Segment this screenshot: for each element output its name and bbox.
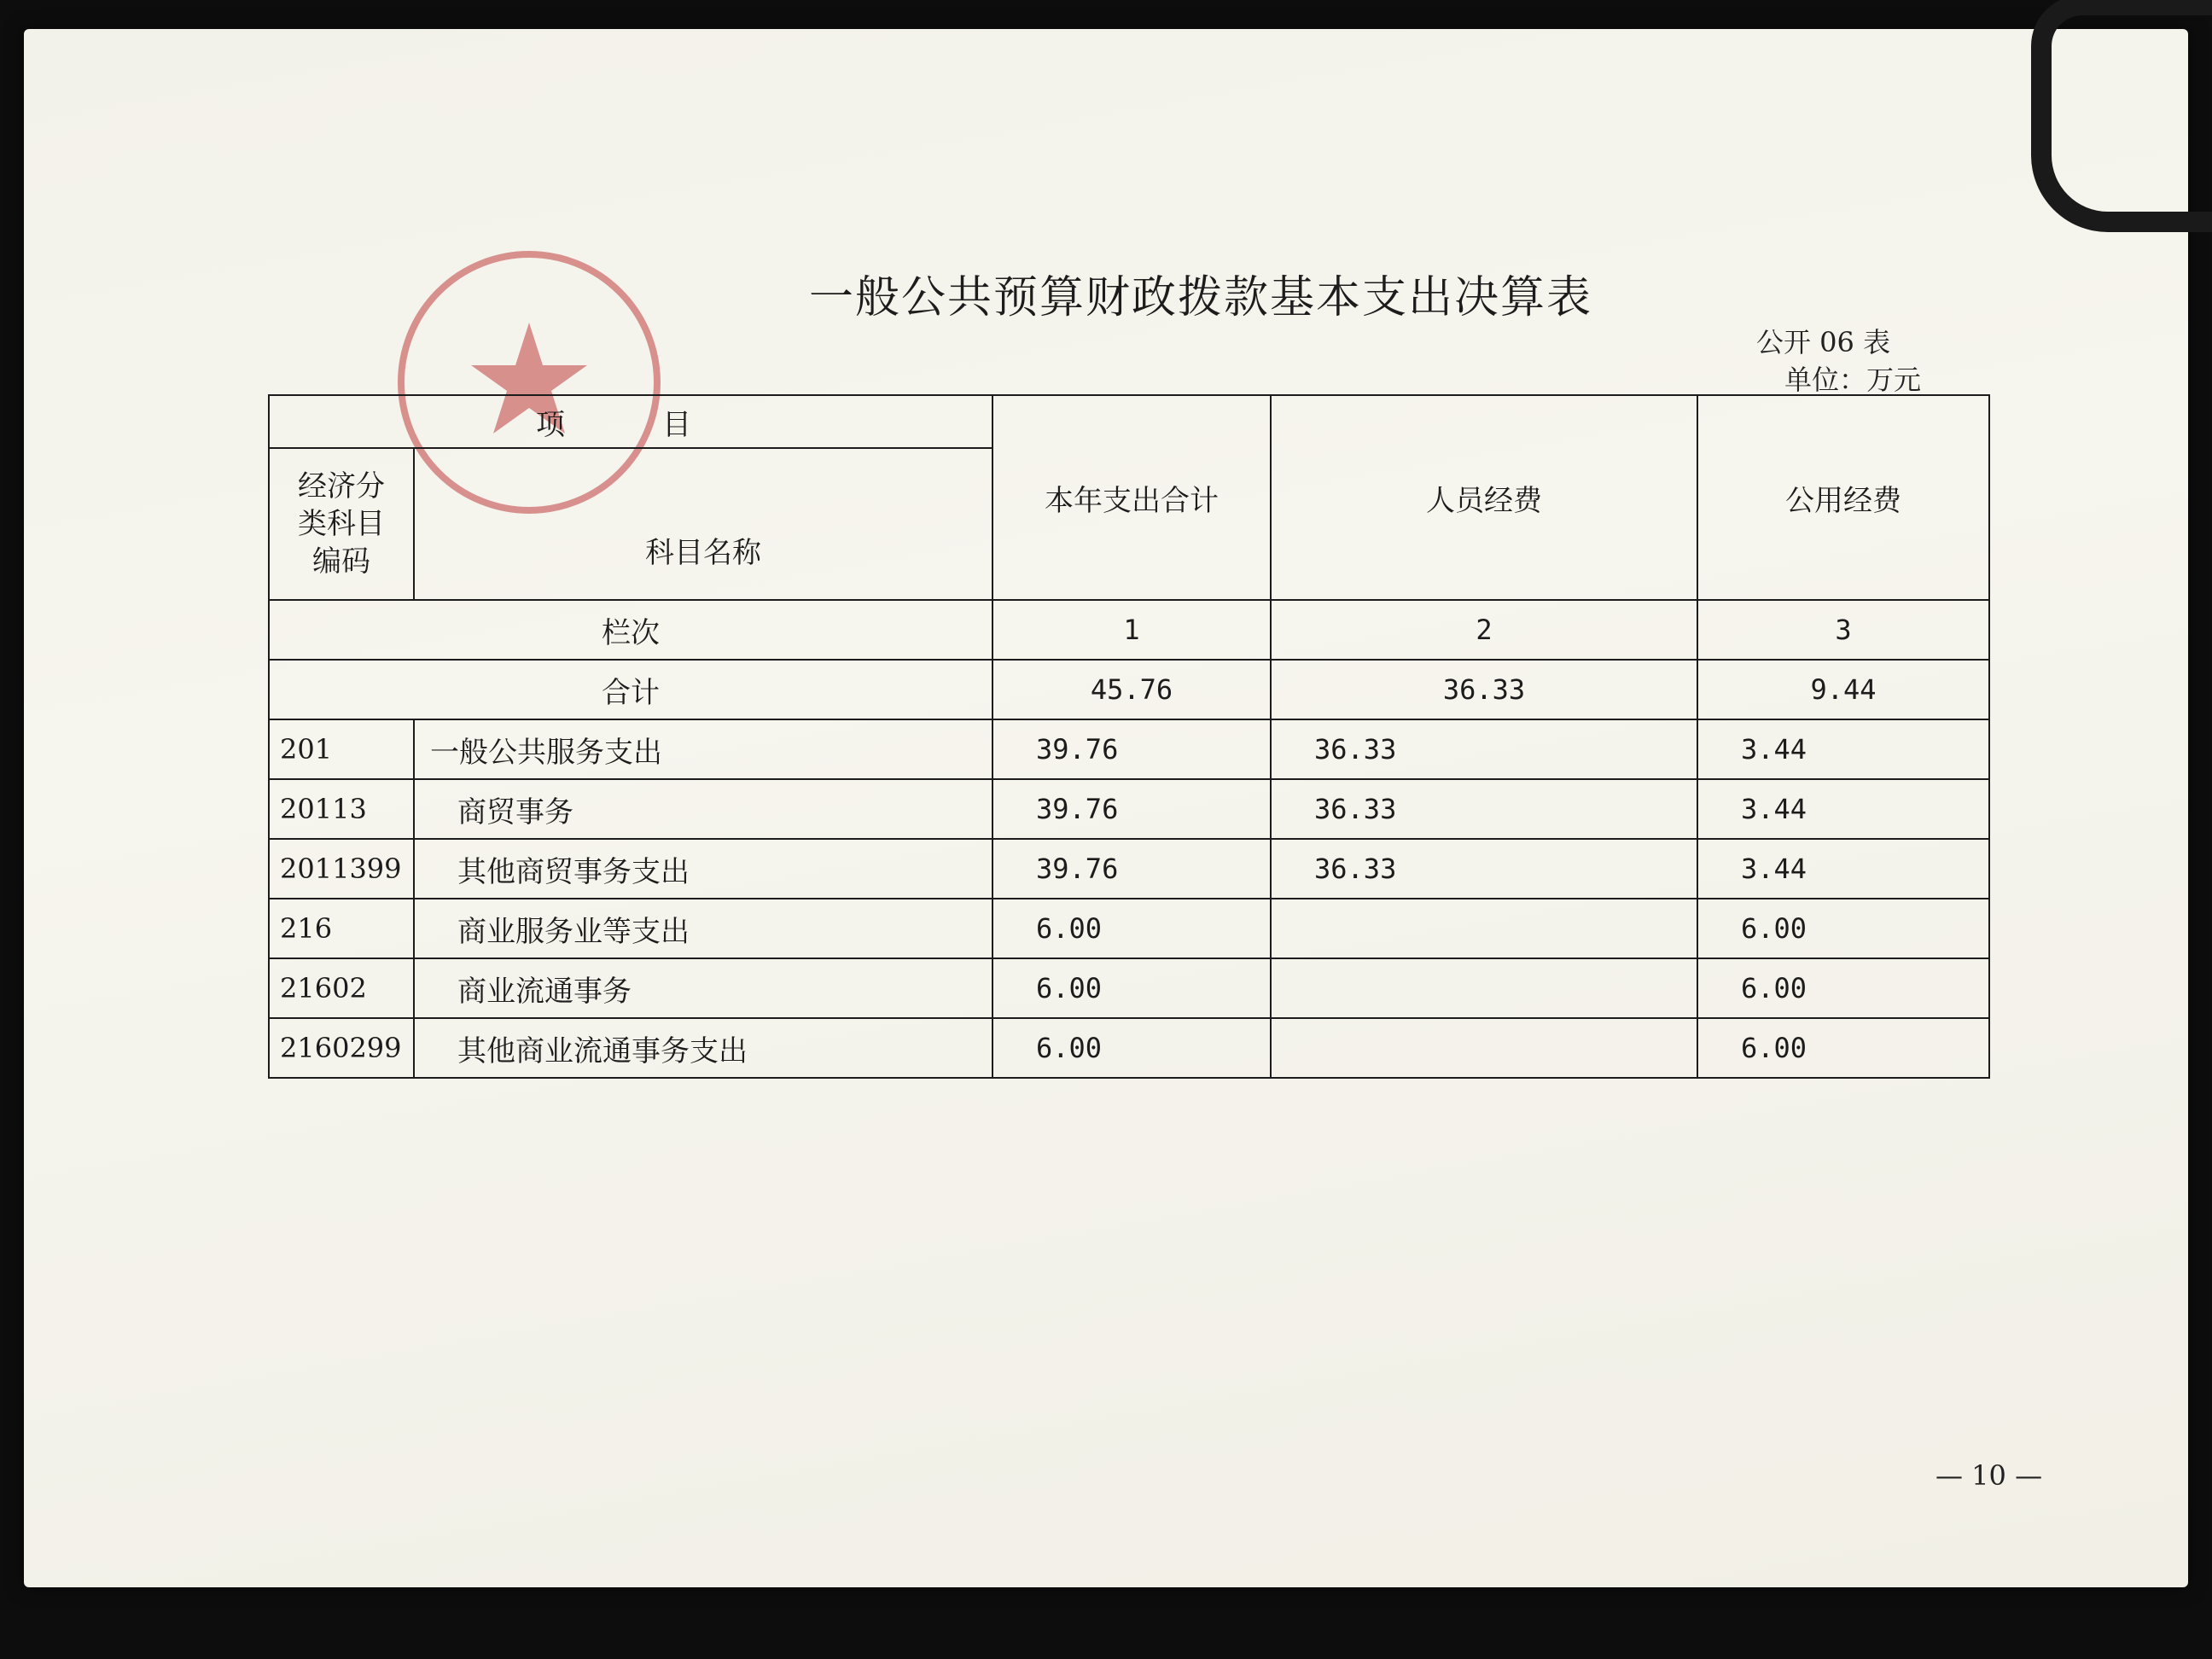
header-total-expenditure: 本年支出合计	[992, 395, 1271, 600]
row-c2: 36.33	[1271, 839, 1697, 899]
table-row	[269, 958, 1989, 1018]
row-code: 20113	[269, 779, 414, 839]
row-c1: 6.00	[992, 899, 1271, 958]
row-c2	[1271, 899, 1697, 958]
total-label: 合计	[269, 660, 992, 719]
row-name: 商业服务业等支出	[414, 899, 992, 958]
document-title: 一般公共预算财政拨款基本支出决算表	[809, 272, 1593, 323]
form-number: 公开 06 表	[1756, 326, 1891, 358]
header-code-line: 经济分	[298, 469, 385, 504]
row-c2: 36.33	[1271, 719, 1697, 779]
row-c1: 39.76	[992, 719, 1271, 779]
header-code	[269, 448, 414, 600]
paper-sheet	[24, 29, 2188, 1587]
row-name: 商贸事务	[414, 779, 992, 839]
table-row	[269, 899, 1989, 958]
row-c3: 6.00	[1697, 1018, 1989, 1078]
index-label: 栏次	[269, 600, 992, 660]
row-c1: 39.76	[992, 779, 1271, 839]
row-code: 2011399	[269, 839, 414, 899]
header-public-expense: 公用经费	[1697, 395, 1989, 600]
row-c3: 3.44	[1697, 779, 1989, 839]
header-code-line: 编码	[312, 544, 370, 579]
header-code-line: 类科目	[298, 507, 385, 541]
header-personnel-expense: 人员经费	[1271, 395, 1697, 600]
header-item: 项 目	[269, 395, 992, 448]
table-row	[269, 779, 1989, 839]
index-row	[269, 600, 1989, 660]
table-row	[269, 839, 1989, 899]
index-c3: 3	[1697, 600, 1989, 660]
row-c3: 3.44	[1697, 839, 1989, 899]
header-name: 科目名称	[414, 448, 992, 600]
row-c1: 6.00	[992, 958, 1271, 1018]
row-code: 201	[269, 719, 414, 779]
total-c3: 9.44	[1697, 660, 1989, 719]
row-name: 其他商业流通事务支出	[414, 1018, 992, 1078]
index-c1: 1	[992, 600, 1271, 660]
row-name: 商业流通事务	[414, 958, 992, 1018]
row-c1: 39.76	[992, 839, 1271, 899]
page-number: — 10 —	[1936, 1459, 2043, 1492]
row-c2	[1271, 1018, 1697, 1078]
row-code: 216	[269, 899, 414, 958]
row-name: 一般公共服务支出	[414, 719, 992, 779]
row-c3: 6.00	[1697, 958, 1989, 1018]
row-c2	[1271, 958, 1697, 1018]
unit-label: 单位：万元	[1784, 364, 1922, 396]
total-c2: 36.33	[1271, 660, 1697, 719]
table-row	[269, 719, 1989, 779]
total-row	[269, 660, 1989, 719]
row-name: 其他商贸事务支出	[414, 839, 992, 899]
expenditure-table	[268, 394, 1990, 1079]
row-code: 21602	[269, 958, 414, 1018]
row-c3: 6.00	[1697, 899, 1989, 958]
row-c3: 3.44	[1697, 719, 1989, 779]
row-code: 2160299	[269, 1018, 414, 1078]
table-row	[269, 1018, 1989, 1078]
cable	[2031, 0, 2212, 232]
header-row-1	[269, 395, 1989, 448]
row-c2: 36.33	[1271, 779, 1697, 839]
row-c1: 6.00	[992, 1018, 1271, 1078]
total-c1: 45.76	[992, 660, 1271, 719]
index-c2: 2	[1271, 600, 1697, 660]
